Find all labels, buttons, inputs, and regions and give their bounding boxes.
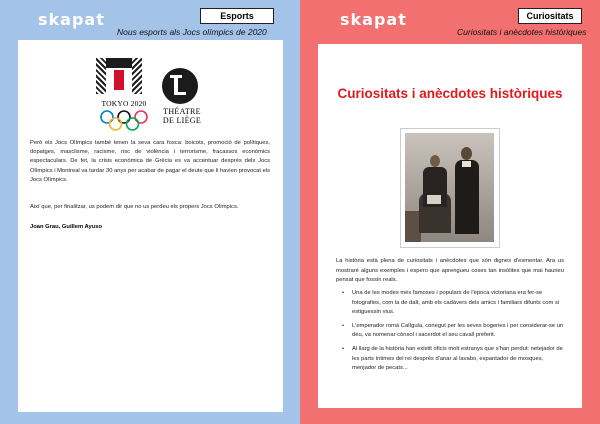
liege-name-line-2: DE LIÈGE [162, 116, 202, 125]
right-page-panel [300, 0, 600, 424]
list-item [340, 322, 564, 341]
victorian-photo [400, 128, 500, 248]
section-subtitle: Nous esports als Jocs olímpics de 2020 [117, 27, 267, 37]
photo-image [405, 133, 494, 242]
skapat-logo [340, 10, 407, 29]
left-page [18, 40, 283, 412]
emblem-bar-left [96, 58, 106, 94]
emblem-red-bar [114, 70, 124, 90]
paragraph-2: Així que, per finalitzar, us podem dir que no us perdeu els propers Jocs Olímpics. [30, 204, 239, 210]
emblem-bar-top [106, 58, 132, 68]
emblem-bar-right [132, 58, 142, 94]
logo-text: skapat [340, 10, 407, 29]
right-page [318, 44, 582, 408]
author-signature: Joan Grau, Guillem Ayuso [30, 224, 103, 230]
list-item-text: Al llarg de la història han existit oficis molt estranys que s'han perdut: netejador de les parts íntimes del rei després d'anar al lavabo, espantador de mosques, menjador de pecats... [352, 345, 563, 372]
bullet-icon: • [342, 345, 345, 352]
tokyo-2020-logo [96, 58, 152, 138]
article-title: Curiositats i anècdotes històriques [337, 86, 563, 101]
photo-figure-2-body [455, 160, 479, 234]
bullet-icon: • [342, 290, 345, 296]
olympic-rings-icon [98, 110, 150, 132]
intro-paragraph: La història està plena de curiositats i anècdotes que són dignes d'esmentar. Ara us mostraré alguns exemples i espero que aprengueu coses tan insòlites que mai haurieu pensat que fossin reals. [336, 258, 564, 284]
list-item-text: Una de les modes més famoses i populars de l'època victoriana era fer-se fotografies, com la de dalt, amb els cadàvers dels amics i familiars difunts com si estiguessin vius. [352, 290, 560, 316]
liege-name-line-1: THÉATRE [163, 107, 201, 116]
list-item [340, 289, 564, 318]
liege-circle-icon [162, 68, 198, 104]
list-item-text: L'emperador romà Calígula, conegut per les seves bogeries i per considerar-se un déu, va nomenar cònsol i sacerdot el seu cavall preferit. [352, 322, 564, 339]
photo-figure-1-head [430, 155, 440, 167]
section-tag: Curiositats [518, 8, 582, 24]
theatre-de-liege-logo [158, 68, 210, 134]
logo-text: skapat [38, 10, 105, 29]
section-subtitle: Curiositats i anècdotes històriques [457, 27, 587, 37]
curiosities-list [340, 289, 564, 378]
liege-letter-foot [174, 92, 186, 95]
photo-figure-2-head [461, 147, 472, 160]
section-tag: Esports [200, 8, 274, 24]
paragraph-1: Però els Jocs Olímpics també tenen la seva cara fosca: boicots, promoció de polítiques, dopatges, masclisme, racisme, risc de violència i terrorisme, fracassos econòmics espectaculars. De fet, la crisis econòmica de Grècia es va accentuar després dels Jocs Olímpics i Montreal va tardar 30 anys per acabar de pagar el deute que li havien provocat els Jocs Olímpics. [30, 140, 270, 183]
photo-book [427, 195, 441, 204]
skapat-logo [38, 10, 105, 29]
bullet-icon: • [342, 322, 345, 329]
liege-name [158, 107, 206, 125]
tokyo-caption: TOKYO 2020 [101, 99, 147, 108]
list-item [340, 345, 564, 374]
photo-figure-2-collar [462, 161, 471, 167]
